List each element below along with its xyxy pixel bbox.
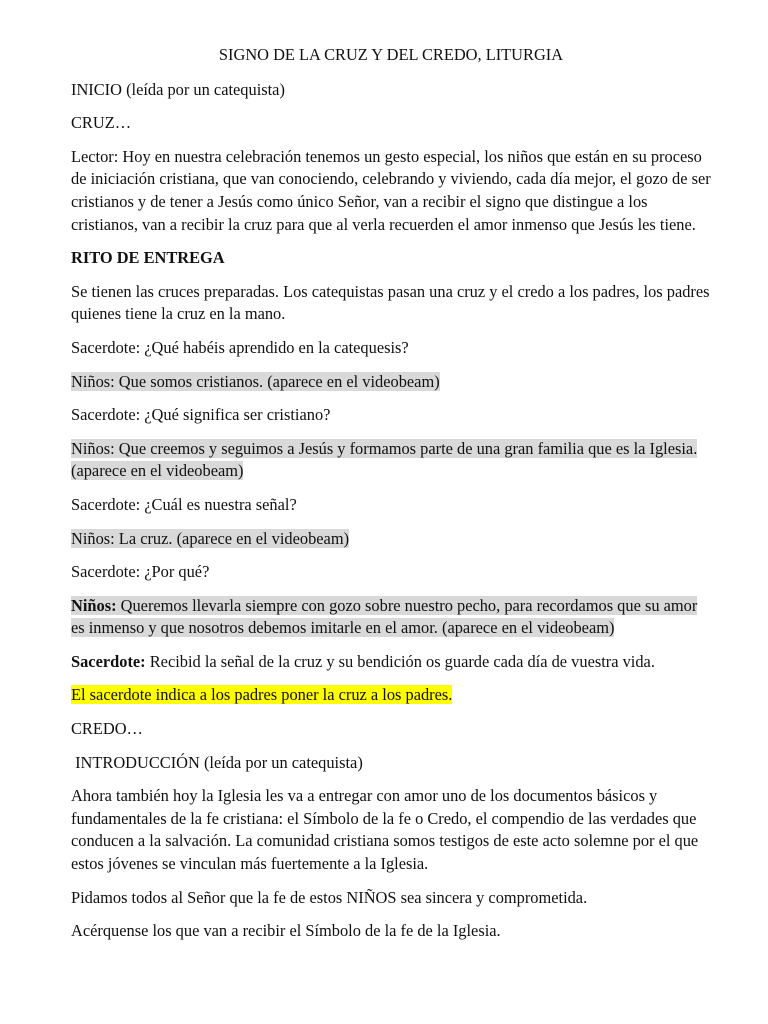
ninos-line-1-text: Niños: Que somos cristianos. (aparece en el videobeam): [71, 371, 440, 391]
ninos-line-1: [71, 371, 711, 394]
ahora-paragraph: Ahora también hoy la Iglesia les va a entregar con amor uno de los documentos básicos y fundamentales de la fe cristiana: el Símbolo de la fe o Credo, el compendio de las verdades que conducen a la salvación. La comunidad cristiana somos testigos de este acto solemne por el que estos jóvenes se vinculan más fuertemente a la Iglesia.: [71, 786, 699, 874]
ninos-line-3: [71, 528, 711, 551]
ninos-line-4: [71, 595, 711, 640]
rito-heading-text: RITO DE ENTREGA: [71, 248, 225, 268]
pidamos-line: Pidamos todos al Señor que la fe de estos NIÑOS sea sincera y comprometida.: [71, 887, 588, 907]
inicio-line: INICIO (leída por un catequista): [71, 79, 285, 99]
lector-paragraph: Lector: Hoy en nuestra celebración tenemos un gesto especial, los niños que están en su proceso de iniciación cristiana, que van conociendo, celebrando y viviendo, cada día mejor, el gozo de ser cristianos y de tener a Jesús como único Señor, van a recibir el signo que distingue a los cristianos, van a recibir la cruz para que al verla recuerden el amor inmenso que Jesús les tiene.: [71, 146, 711, 234]
sacerdote-line-5-text: Recibid la señal de la cruz y su bendición os guarde cada día de vuestra vida.: [145, 651, 655, 671]
ninos-line-2: [71, 438, 711, 483]
yellow-note: [71, 684, 711, 707]
credo-line: CREDO…: [71, 719, 143, 739]
sacerdote-line-2: Sacerdote: ¿Qué significa ser cristiano?: [71, 405, 331, 425]
acerquense-line: Acérquense los que van a recibir el Símbolo de la fe de la Iglesia.: [71, 921, 501, 941]
sacerdote-line-5: [71, 651, 711, 674]
introduccion-line: INTRODUCCIÓN (leída por un catequista): [71, 752, 363, 772]
ninos-line-4-label: Niños:: [71, 595, 117, 615]
document-title: SIGNO DE LA CRUZ Y DEL CREDO, LITURGIA: [218, 45, 564, 64]
cruz-line: CRUZ…: [71, 113, 132, 133]
ninos-line-2-text: Niños: Que creemos y seguimos a Jesús y formamos parte de una gran familia que es la Iglesia. (aparece en el videobeam): [71, 438, 698, 481]
rito-heading: [71, 247, 711, 270]
rito-intro-paragraph: Se tienen las cruces preparadas. Los catequistas pasan una cruz y el credo a los padres, los padres quienes tiene la cruz en la mano.: [71, 281, 710, 324]
document-page: [71, 44, 711, 954]
sacerdote-line-4: Sacerdote: ¿Por qué?: [71, 562, 210, 582]
sacerdote-line-5-label: Sacerdote:: [71, 651, 146, 671]
ninos-line-4-text: Queremos llevarla siempre con gozo sobre nuestro pecho, para recordamos que su amor es inmenso y que nosotros debemos imitarle en el amor. (aparece en el videobeam): [71, 595, 698, 638]
sacerdote-line-1: Sacerdote: ¿Qué habéis aprendido en la catequesis?: [71, 337, 409, 357]
yellow-note-text: El sacerdote indica a los padres poner la cruz a los padres.: [71, 685, 453, 705]
ninos-line-3-text: Niños: La cruz. (aparece en el videobeam): [71, 528, 350, 548]
sacerdote-line-3: Sacerdote: ¿Cuál es nuestra señal?: [71, 494, 297, 514]
ninos-line-4-highlight: [71, 596, 697, 638]
